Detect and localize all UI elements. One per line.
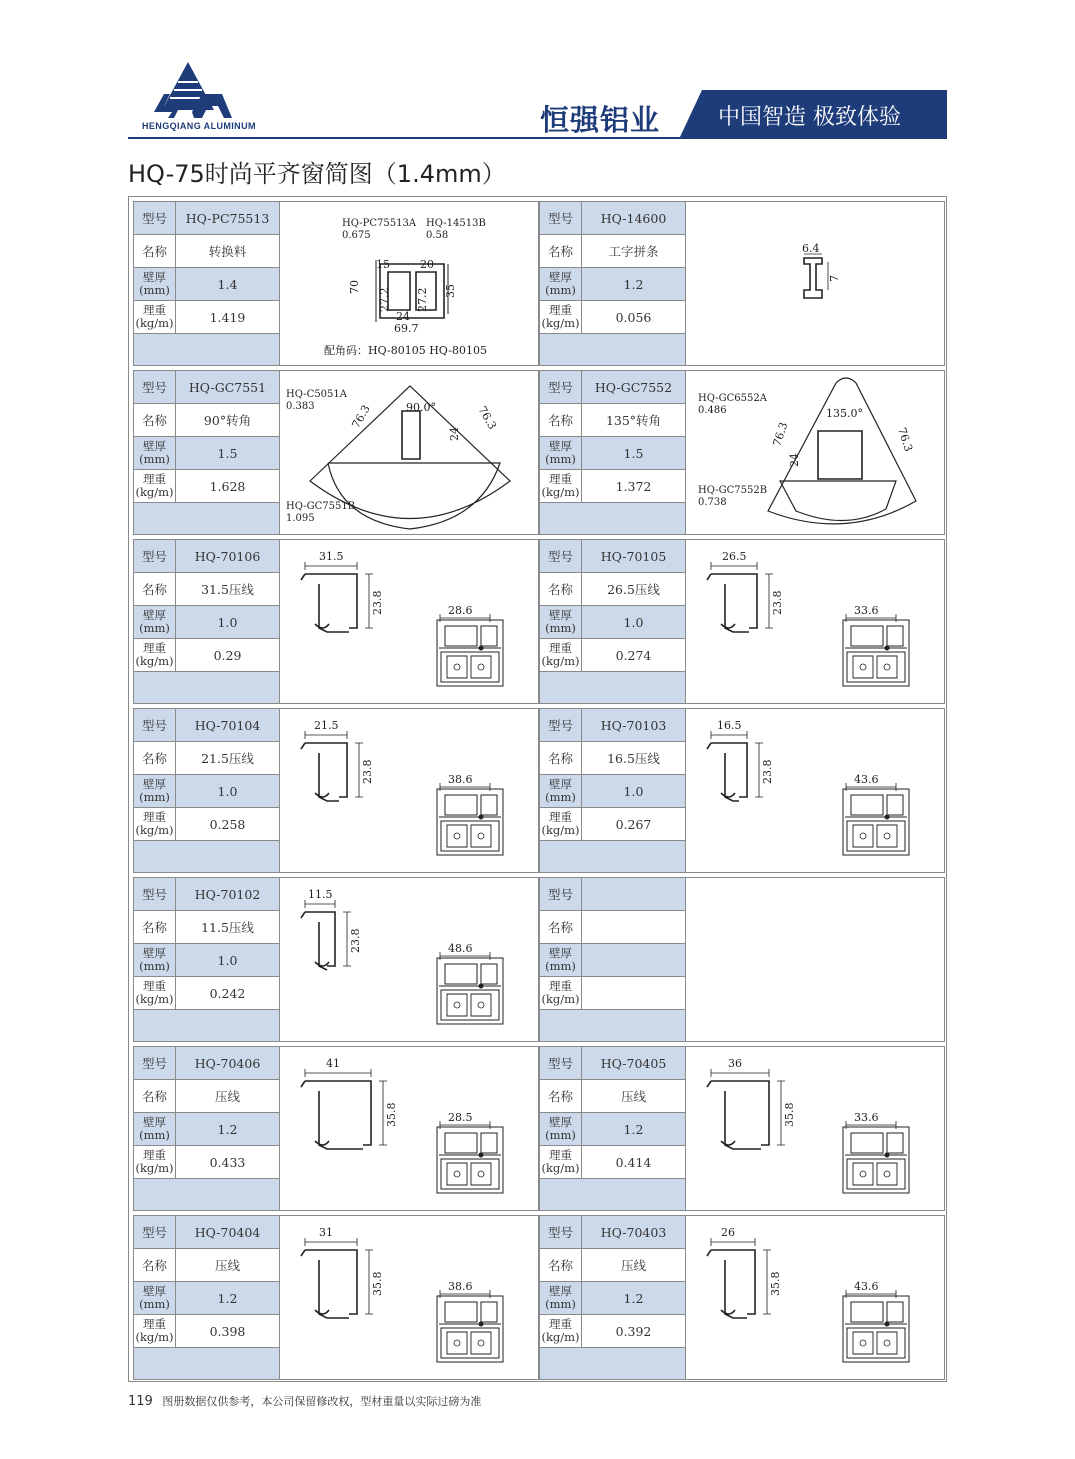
weight-value: 0.433 [209,1154,246,1170]
drawing-label: 23.8 [371,590,384,615]
profile-drawing [686,202,944,365]
drawing-label: 0.486 [698,405,727,416]
weight-row [134,639,279,672]
drawing-label: 26.5 [722,550,747,563]
name-value: 26.5压线 [607,582,660,597]
wall-row [134,1113,279,1146]
wall-label: 壁厚 (mm) [134,606,176,638]
model-label: 型号 [134,371,176,403]
model-label: 型号 [540,1216,582,1248]
blank-row [540,334,685,365]
weight-value: 0.414 [615,1154,652,1170]
weight-value: 0.398 [209,1323,246,1339]
blank-row [540,1010,685,1041]
wall-value: 1.2 [582,1113,685,1145]
drawing-label: 27.2 [378,287,391,312]
model-row [540,878,685,911]
weight-label: 理重 (kg/m) [540,639,582,671]
wall-value: 1.0 [176,775,279,807]
model-row [134,1216,279,1249]
model-value: HQ-70405 [582,1047,685,1079]
drawing-label: 11.5 [308,888,333,901]
name-value: 压线 [620,1089,646,1104]
profile-drawing [280,709,538,872]
drawing-label: 31 [319,1226,333,1239]
name-value: 31.5压线 [201,582,254,597]
profile-card-4 [539,370,945,535]
weight-row [540,1146,685,1179]
frame-section-icon [437,1127,503,1193]
name-label: 名称 [134,1249,176,1281]
wall-value: 1.2 [176,1282,279,1314]
weight-value: 1.628 [209,478,246,494]
wall-row [540,1282,685,1315]
name-label: 名称 [540,573,582,605]
drawing-label: 43.6 [854,1280,879,1293]
blank-row [134,334,279,365]
profile-card-8 [539,708,945,873]
name-label: 名称 [134,742,176,774]
wall-value: 1.2 [582,1282,685,1314]
wall-row [134,437,279,470]
frame-section-icon [437,958,503,1024]
blank-row [134,503,279,534]
wall-value: 1.2 [582,268,685,300]
weight-row [540,808,685,841]
model-row [540,371,685,404]
model-row [134,540,279,573]
weight-value: 0.29 [213,647,242,663]
name-label: 名称 [540,1249,582,1281]
model-row [540,1047,685,1080]
name-value: 压线 [214,1258,240,1273]
model-label: 型号 [540,202,582,234]
page-number: 119 [128,1394,153,1409]
blank-row [540,503,685,534]
profile-card-3 [133,370,539,535]
model-value: HQ-70104 [176,709,279,741]
name-value: 压线 [620,1258,646,1273]
name-row [134,404,279,437]
blank-row [134,1348,279,1379]
weight-label: 理重 (kg/m) [134,1315,176,1347]
model-value: HQ-70403 [582,1216,685,1248]
weight-value: 1.372 [615,478,652,494]
model-row [540,540,685,573]
wall-value: 1.0 [582,606,685,638]
model-row [540,202,685,235]
name-value: 16.5压线 [607,751,660,766]
wall-label: 壁厚 (mm) [540,268,582,300]
profile-drawing [686,371,944,534]
wall-label: 壁厚 (mm) [134,775,176,807]
drawing-label: 24 [448,427,461,441]
drawing-label: 38.6 [448,773,473,786]
drawing-label: 23.8 [761,759,774,784]
drawing-label: 31.5 [319,550,344,563]
wall-row [134,944,279,977]
model-row [134,1047,279,1080]
wall-row [540,775,685,808]
profile-card-14 [539,1215,945,1380]
drawing-label: 28.6 [448,604,473,617]
wall-label: 壁厚 (mm) [540,606,582,638]
wall-label: 壁厚 (mm) [540,1282,582,1314]
weight-value: 0.267 [615,816,652,832]
drawing-label: 33.6 [854,1111,879,1124]
weight-row [540,470,685,503]
weight-row [540,977,685,1010]
wall-label: 壁厚 (mm) [134,437,176,469]
profile-card-9 [133,877,539,1042]
header-rule [128,137,947,139]
wall-row [540,606,685,639]
weight-label: 理重 (kg/m) [134,301,176,333]
drawing-label: 76.3 [349,402,373,431]
weight-label: 理重 (kg/m) [540,808,582,840]
profile-drawing [686,709,944,872]
blank-row [134,672,279,703]
page-title: HQ-75时尚平齐窗简图（1.4mm） [128,160,506,188]
profile-drawing [280,540,538,703]
weight-value: 0.392 [615,1323,652,1339]
model-value: HQ-70106 [176,540,279,572]
weight-label: 理重 (kg/m) [540,470,582,502]
model-label: 型号 [134,878,176,910]
weight-label: 理重 (kg/m) [540,1146,582,1178]
wall-value: 1.2 [176,1113,279,1145]
frame-section-icon [843,620,909,686]
name-row [540,911,685,944]
weight-value: 0.056 [615,309,652,325]
drawing-label: 41 [326,1057,340,1070]
drawing-label: 90.0° [406,401,436,414]
drawing-label: 23.8 [771,590,784,615]
model-value: HQ-70103 [582,709,685,741]
wall-value [582,944,685,976]
profile-card-7 [133,708,539,873]
drawing-label: 35.8 [769,1271,782,1296]
blank-row [540,1348,685,1379]
frame-section-icon [843,1296,909,1362]
drawing-label: 70 [348,280,361,294]
wall-value: 1.0 [176,606,279,638]
wall-label: 壁厚 (mm) [540,775,582,807]
drawing-label: 43.6 [854,773,879,786]
wall-row [540,944,685,977]
profile-drawing [280,1047,538,1210]
name-row [540,573,685,606]
profile-card-13 [133,1215,539,1380]
drawing-label: 0.738 [698,497,727,508]
wall-row [134,775,279,808]
model-row [134,371,279,404]
logo-text: HENGQIANG ALUMINUM [142,121,256,131]
frame-section-icon [843,1127,909,1193]
wall-label: 壁厚 (mm) [134,944,176,976]
name-value: 21.5压线 [201,751,254,766]
drawing-label: 配角码：HQ-80105 HQ-80105 [324,344,487,357]
profile-drawing [280,202,538,365]
wall-row [540,1113,685,1146]
weight-label: 理重 (kg/m) [134,808,176,840]
wall-value: 1.5 [582,437,685,469]
wall-row [134,1282,279,1315]
profile-card-1 [133,201,539,366]
name-value: 90°转角 [203,413,252,428]
profile-drawing [686,1216,944,1379]
name-label: 名称 [540,911,582,943]
weight-value: 1.419 [209,309,246,325]
profile-card-11 [133,1046,539,1211]
profile-drawing [280,371,538,534]
model-row [134,878,279,911]
drawing-label: 23.8 [349,928,362,953]
drawing-label: 0.58 [426,230,449,241]
profile-drawing [686,1047,944,1210]
wall-label: 壁厚 (mm) [540,944,582,976]
model-value: HQ-14600 [582,202,685,234]
name-row [134,742,279,775]
model-value: HQ-70105 [582,540,685,572]
name-label: 名称 [540,235,582,267]
weight-row [134,301,279,334]
drawing-label: 24 [396,310,410,323]
name-row [134,1080,279,1113]
name-row [134,911,279,944]
profile-drawing [280,878,538,1041]
wall-value: 1.4 [176,268,279,300]
name-label: 名称 [540,404,582,436]
blank-row [134,1179,279,1210]
weight-row [134,808,279,841]
name-value: 转换料 [208,244,247,259]
drawing-label: 35.8 [385,1102,398,1127]
weight-row [134,1315,279,1348]
name-value: 11.5压线 [201,920,254,935]
weight-row [540,639,685,672]
wall-row [540,268,685,301]
drawing-label: 24 [788,453,801,467]
profile-card-5 [133,539,539,704]
wall-row [540,437,685,470]
brand-name: 恒强铝业 [540,103,661,137]
model-label: 型号 [134,1047,176,1079]
model-label: 型号 [134,1216,176,1248]
profile-card-10 [539,877,945,1042]
model-value: HQ-GC7551 [176,371,279,403]
weight-row [540,301,685,334]
frame-section-icon [843,789,909,855]
weight-label: 理重 (kg/m) [540,301,582,333]
name-row [540,1080,685,1113]
name-label: 名称 [134,1080,176,1112]
drawing-label: 76.3 [895,425,916,454]
profile-card-6 [539,539,945,704]
drawing-label: 35.8 [371,1271,384,1296]
footer-note: 图册数据仅供参考，本公司保留修改权，型材重量以实际过磅为准 [162,1395,482,1408]
wall-row [134,268,279,301]
model-label: 型号 [540,540,582,572]
name-value: 压线 [214,1089,240,1104]
blank-row [540,841,685,872]
name-row [540,742,685,775]
name-label: 名称 [540,742,582,774]
name-row [540,1249,685,1282]
drawing-label: HQ-GC7552B [698,485,768,496]
blank-row [134,841,279,872]
model-label: 型号 [134,202,176,234]
name-value: 工字拼条 [608,244,659,259]
frame-section-icon [437,789,503,855]
drawing-label: 0.675 [342,230,371,241]
model-value: HQ-70406 [176,1047,279,1079]
drawing-label: 1.095 [286,513,315,524]
wall-label: 壁厚 (mm) [134,1282,176,1314]
drawing-label: 76.3 [770,420,791,448]
weight-value: 0.258 [209,816,246,832]
wall-label: 壁厚 (mm) [540,437,582,469]
drawing-label: 21.5 [314,719,339,732]
weight-value [582,977,685,1009]
drawing-label: 69.7 [394,322,419,335]
name-label: 名称 [134,573,176,605]
drawing-label: 27.2 [416,287,429,312]
name-value [582,911,685,943]
name-row [540,404,685,437]
wall-label: 壁厚 (mm) [134,1113,176,1145]
weight-label: 理重 (kg/m) [540,977,582,1009]
frame-section-icon [437,1296,503,1362]
drawing-label: HQ-PC75513A [342,218,417,229]
drawing-label: 48.6 [448,942,473,955]
model-label: 型号 [134,540,176,572]
drawing-label: 7 [828,275,841,282]
name-label: 名称 [134,235,176,267]
wall-label: 壁厚 (mm) [540,1113,582,1145]
slogan-text: 中国智造 极致体验 [718,105,901,130]
name-label: 名称 [134,404,176,436]
drawing-label: HQ-C5051A [286,389,347,400]
blank-row [540,672,685,703]
profile-drawing [686,878,944,1041]
model-label: 型号 [540,878,582,910]
profile-drawing [280,1216,538,1379]
drawing-label: 38.6 [448,1280,473,1293]
drawing-label: 28.5 [448,1111,473,1124]
model-label: 型号 [540,1047,582,1079]
wall-value: 1.0 [176,944,279,976]
wall-value: 1.5 [176,437,279,469]
model-row [540,709,685,742]
drawing-label: 135.0° [826,407,863,420]
weight-label: 理重 (kg/m) [134,977,176,1009]
drawing-label: 33.6 [854,604,879,617]
profile-card-12 [539,1046,945,1211]
drawing-label: 6.4 [802,242,820,255]
weight-row [134,1146,279,1179]
drawing-label: 76.3 [475,404,499,432]
name-label: 名称 [134,911,176,943]
footer [128,1393,481,1409]
name-value: 135°转角 [605,413,662,428]
model-label: 型号 [134,709,176,741]
model-value: HQ-70404 [176,1216,279,1248]
blank-row [134,1010,279,1041]
wall-label: 壁厚 (mm) [134,268,176,300]
model-label: 型号 [540,371,582,403]
name-row [134,573,279,606]
model-value: HQ-GC7552 [582,371,685,403]
blank-row [540,1179,685,1210]
profile-drawing [686,540,944,703]
model-value: HQ-PC75513 [176,202,279,234]
name-row [134,1249,279,1282]
model-value [582,878,685,910]
wall-value: 1.0 [582,775,685,807]
weight-value: 0.274 [615,647,652,663]
drawing-label: 16.5 [717,719,742,732]
drawing-label: 0.383 [286,401,315,412]
model-label: 型号 [540,709,582,741]
name-row [540,235,685,268]
drawing-label: 20 [420,258,434,271]
weight-label: 理重 (kg/m) [540,1315,582,1347]
model-row [134,709,279,742]
weight-row [134,470,279,503]
wall-row [134,606,279,639]
model-value: HQ-70102 [176,878,279,910]
profile-card-2 [539,201,945,366]
drawing-label: 23.8 [361,759,374,784]
name-row [134,235,279,268]
drawing-label: 15 [376,258,390,271]
weight-row [540,1315,685,1348]
drawing-label: 36 [728,1057,742,1070]
weight-value: 0.242 [209,985,246,1001]
drawing-label: HQ-14513B [426,218,486,229]
drawing-label: HQ-GC7551B [286,501,356,512]
model-row [540,1216,685,1249]
drawing-label: 35 [444,284,457,298]
model-row [134,202,279,235]
weight-row [134,977,279,1010]
weight-label: 理重 (kg/m) [134,1146,176,1178]
frame-section-icon [437,620,503,686]
drawing-label: HQ-GC6552A [698,393,767,404]
drawing-label: 35.8 [783,1102,796,1127]
weight-label: 理重 (kg/m) [134,470,176,502]
weight-label: 理重 (kg/m) [134,639,176,671]
name-label: 名称 [540,1080,582,1112]
drawing-label: 26 [721,1226,735,1239]
